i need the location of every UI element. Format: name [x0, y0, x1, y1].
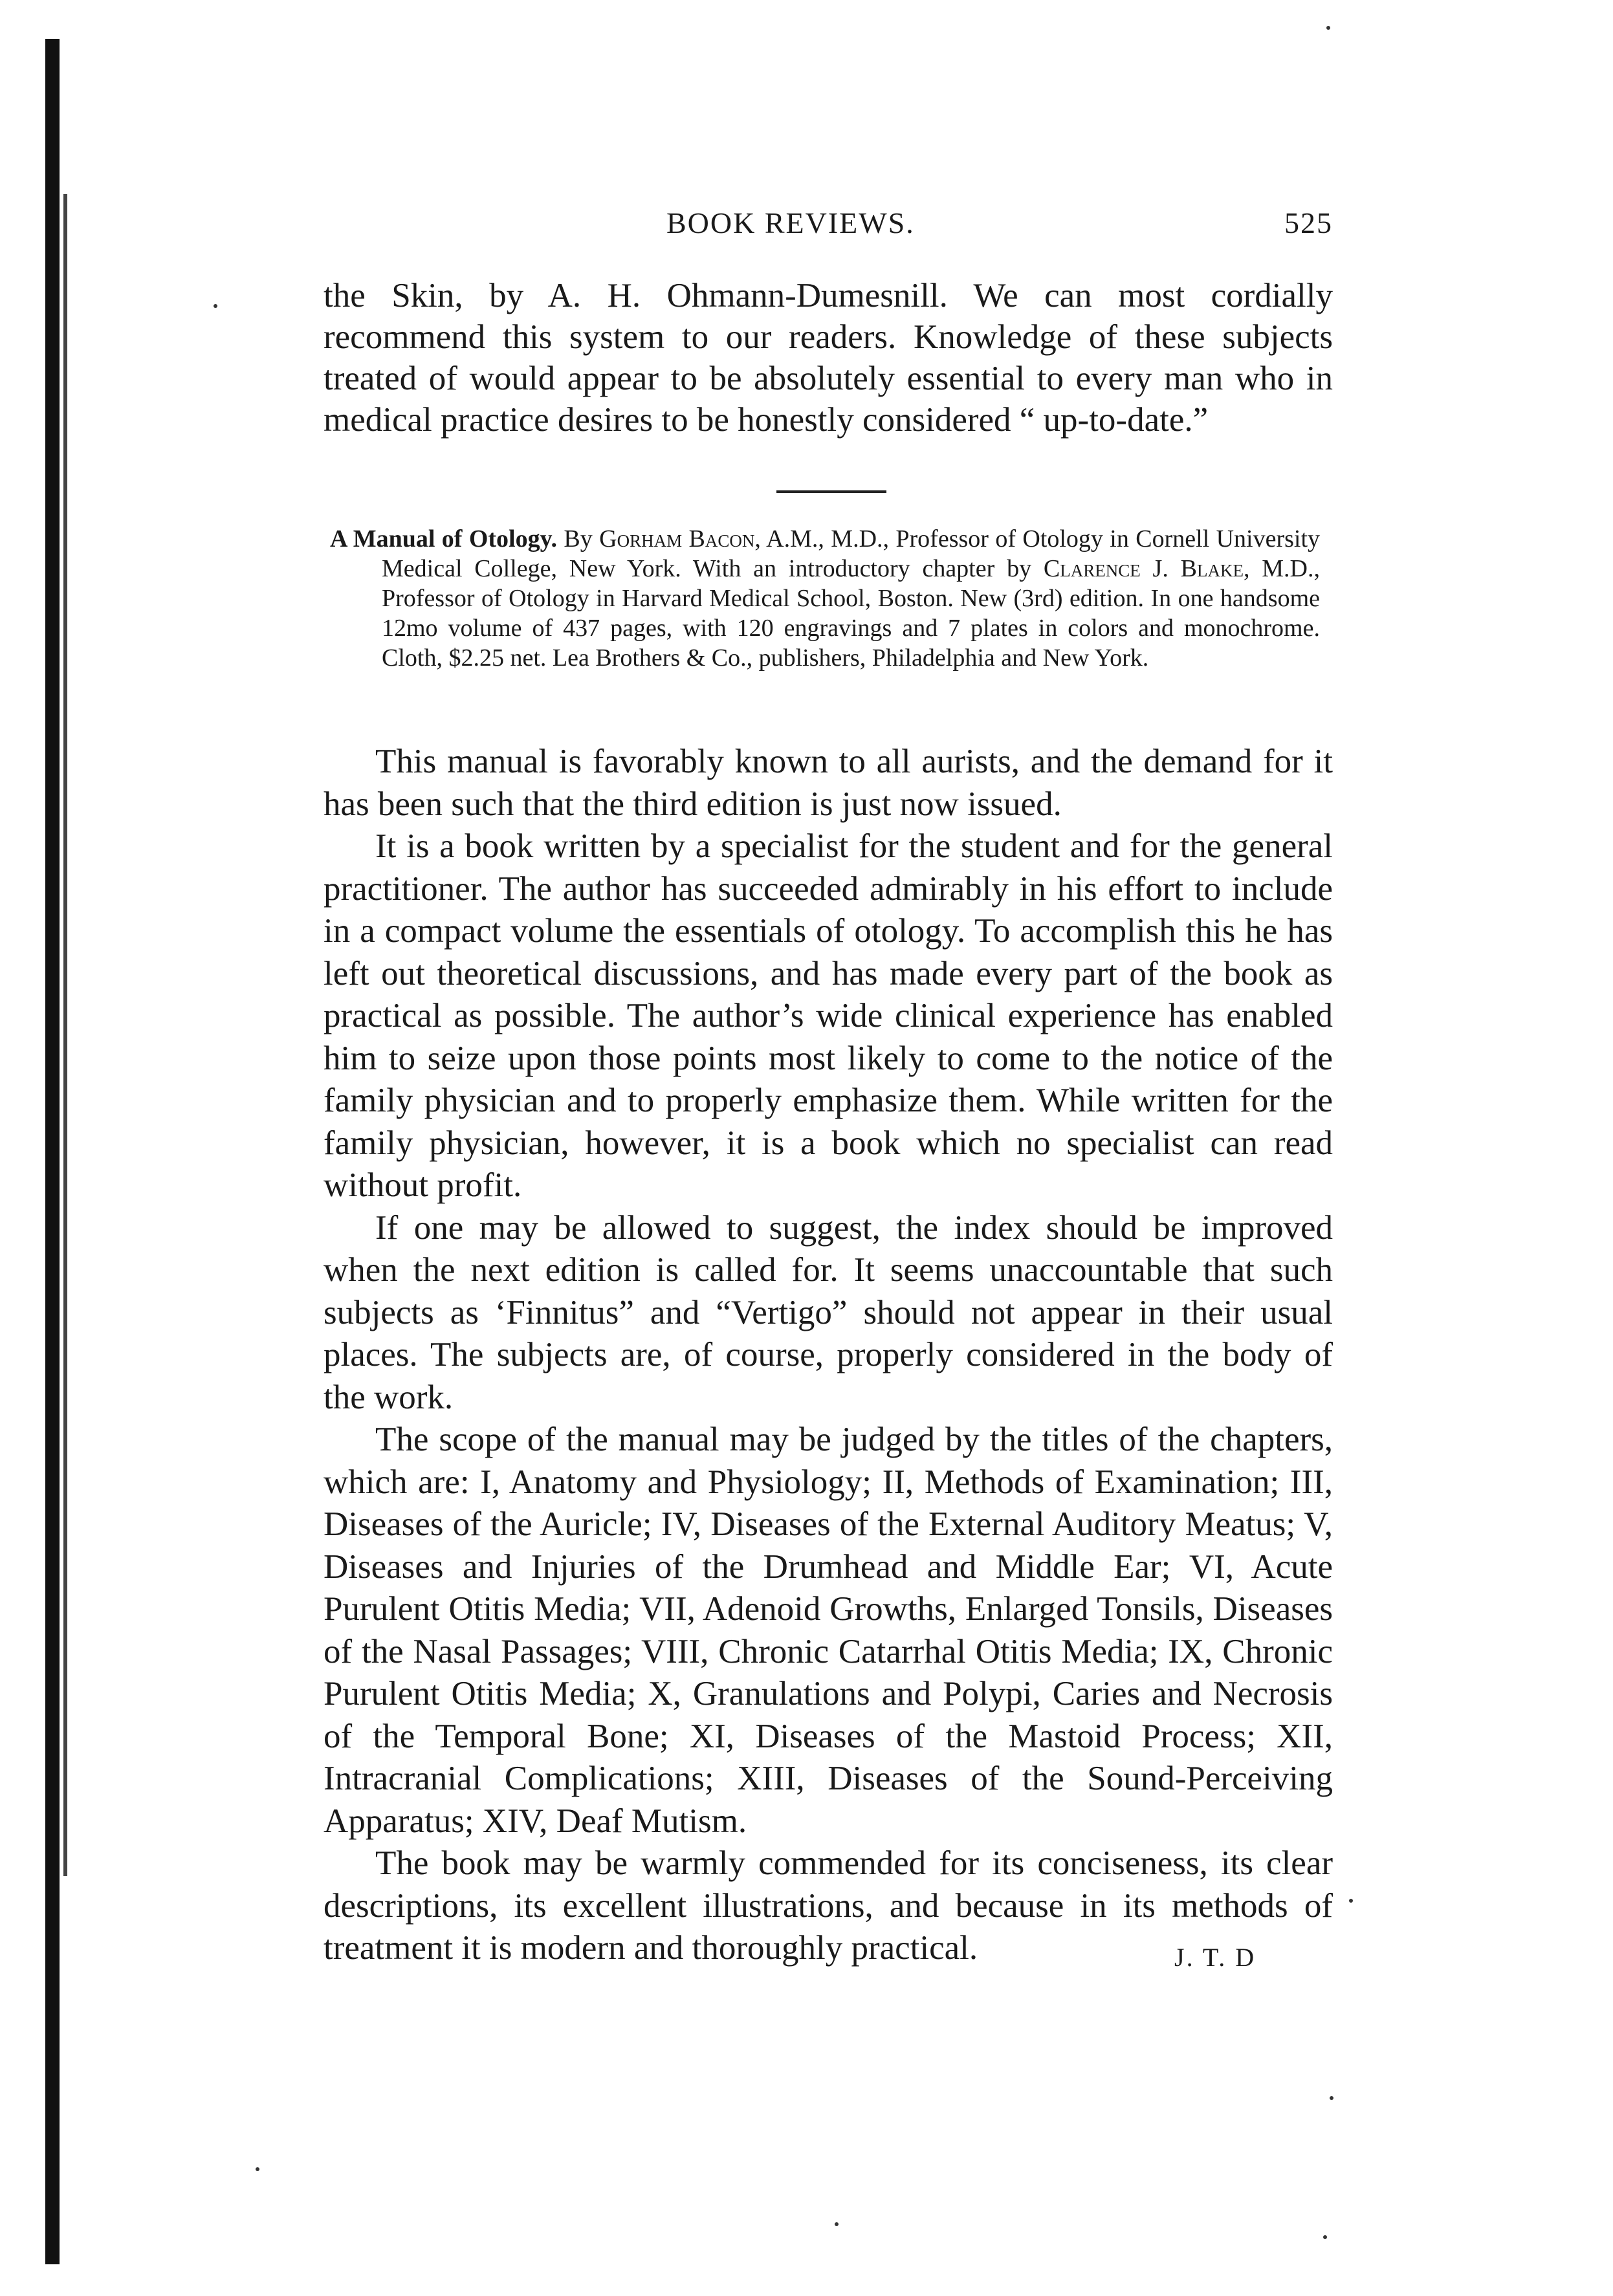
review-paragraph: If one may be allowed to suggest, the index should be improved when the next edition is called for. It seems unaccountable that such subjects as ‘Finnitus” and “Vertigo” should not appear in their usual places. The subjects are, of course, properly considered in the body of the work.	[324, 1208, 1333, 1416]
review-paragraph: It is a book written by a specialist for the student and for the general practitioner. The author has succeeded admirably in his effort to include in a compact volume the essentials of otology. To accomplish this he has left out theoretical discussions, and has made every part of the book as practical as possible. The author’s wide clinical experience has enabled him to seize upon those points most likely to come to the notice of the family physician and to properly emphasize them. While written for the family physician, however, it is a book which no specialist can read without profit.	[324, 827, 1333, 1204]
binding-shadow	[45, 39, 60, 2264]
book-citation	[330, 524, 1320, 673]
scan-speck	[1330, 2096, 1333, 2100]
citation-coauthor: Clarence J. Blake	[1043, 555, 1244, 582]
page-header	[324, 206, 1333, 251]
binding-shadow-inner	[63, 194, 67, 1876]
running-head: BOOK REVIEWS.	[666, 206, 915, 239]
citation-author-details: , A.M., M.D., Professor of Otology in Cornell University Medical College, New York. With an introductory chapter by	[382, 525, 1321, 582]
review-paragraph: The scope of the manual may be judged by the titles of the chapters, which are: I, Anatomy and Physiology; II, Methods of Examination; III, Diseases of the Auricle; IV, Diseases of the External Auditory Meatus; V, Diseases and Injuries of the Drumhead and Middle Ear; VI, Acute Purulent Otitis Media; VII, Adenoid Growths, Enlarged Tonsils, Diseases of the Nasal Passages; VIII, Chronic Catarrhal Otitis Media; IX, Chronic Purulent Otitis Media; X, Granulations and Polypi, Caries and Necrosis of the Temporal Bone; XI, Diseases of the Mastoid Process; XII, Intracranial Complications; XIII, Diseases of the Sound-Perceiving Apparatus; XIV, Deaf Mutism.	[324, 1421, 1333, 1840]
scan-speck	[1323, 2235, 1327, 2239]
review-paragraph: This manual is favorably known to all aurists, and the demand for it has been such that the third edition is just now issued.	[324, 743, 1333, 823]
scan-speck	[1349, 1899, 1353, 1903]
reviewer-initials: J. T. D	[1174, 1943, 1256, 1972]
scan-speck	[214, 304, 217, 308]
citation-author: Gorham Bacon	[599, 525, 755, 552]
review-paragraph: The book may be warmly commended for its conciseness, its clear descriptions, its excellent illustrations, and because in its methods of treatment it is modern and thoroughly practical.	[324, 1844, 1333, 1967]
page-number: 525	[1284, 206, 1333, 239]
citation-by: By	[564, 525, 593, 552]
review-body	[324, 741, 1333, 1970]
intro-paragraph: the Skin, by A. H. Ohmann-Dumesnill. We can most cordially recommend this system to our readers. Knowledge of these subjects treated of would appear to be absolutely essential to every man who in medical practice desires to be honestly considered “ up-to-date.”	[324, 277, 1333, 439]
citation-title: A Manual of Otology.	[330, 525, 558, 552]
section-divider	[776, 490, 886, 493]
scan-speck	[256, 2167, 259, 2171]
citation-rest: , M.D., Professor of Otology in Harvard Medical School, Boston. New (3rd) edition. In one handsome 12mo volume of 437 pages, with 120 engravings and 7 plates in colors and monochrome. Cloth, $2.25 net. Lea Brothers & Co., publishers, Philadelphia and New York.	[382, 555, 1321, 672]
scan-speck	[1326, 26, 1330, 30]
scan-speck	[835, 2222, 839, 2226]
